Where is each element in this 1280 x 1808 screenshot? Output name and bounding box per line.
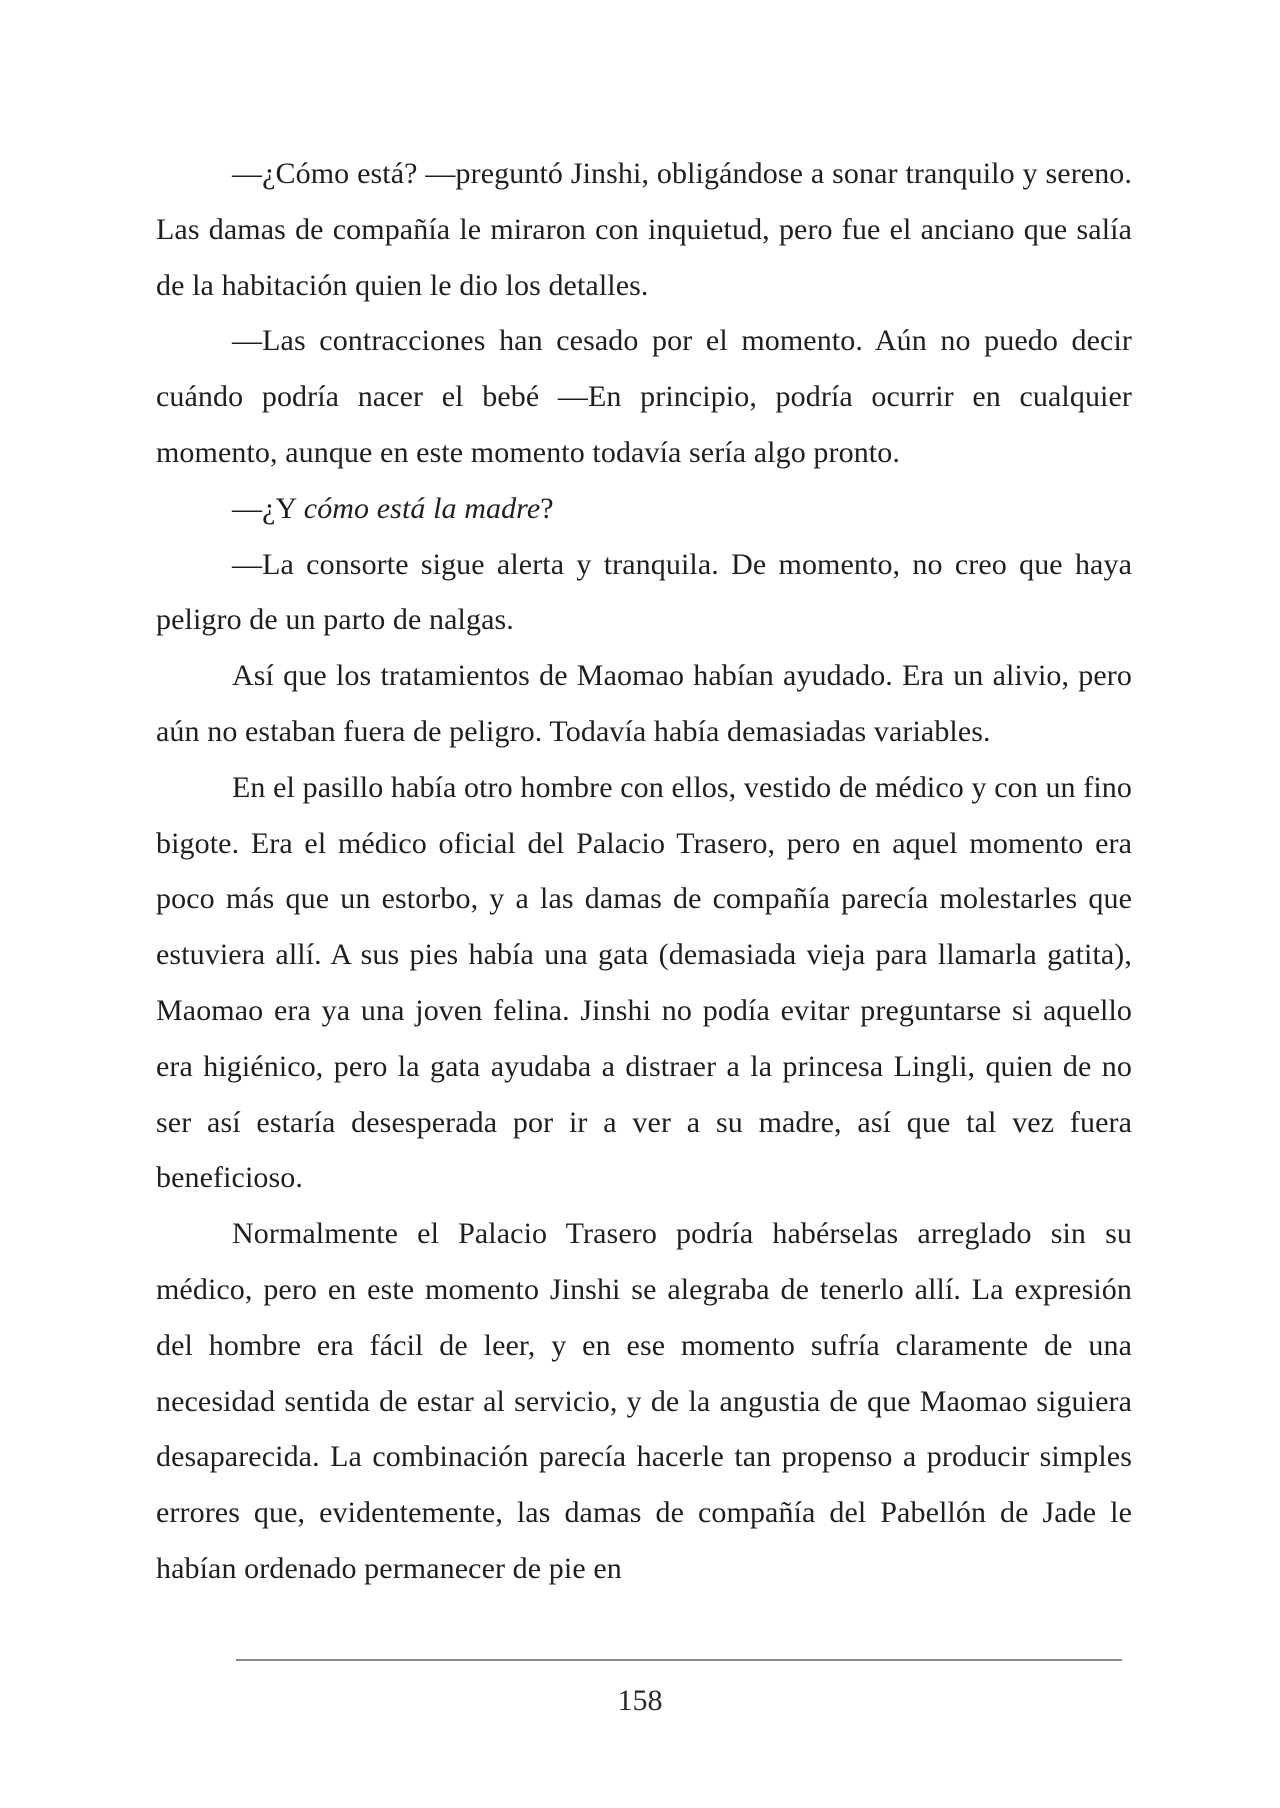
paragraph-5: Así que los tratamientos de Maomao habían ayudado. Era un alivio, pero aún no estaban fuera de peligro. Todavía había demasiadas variables. xyxy=(156,659,1132,748)
paragraph-3-prefix: —¿Y xyxy=(232,491,304,525)
paragraph-7: Normalmente el Palacio Trasero podría habérselas arreglado sin su médico, pero en este momento Jinshi se alegraba de tenerlo allí. La expresión del hombre era fácil de leer, y en ese momento sufría claramente de una necesidad sentida de estar al servicio, y de la angustia de que Maomao siguiera desaparecida. La combinación parecía hacerle tan propenso a producir simples errores que, evidentemente, las damas de compañía del Pabellón de Jade le habían ordenado permanecer de pie en xyxy=(156,1217,1132,1585)
paragraph-1: —¿Cómo está? —preguntó Jinshi, obligándose a sonar tranquilo y sereno. Las damas de compañía le miraron con inquietud, pero fue el anciano que salía de la habitación quien le dio los detalles. xyxy=(156,157,1132,302)
paragraph-4: —La consorte sigue alerta y tranquila. De momento, no creo que haya peligro de un parto de nalgas. xyxy=(156,547,1132,637)
paragraph-6: En el pasillo había otro hombre con ellos, vestido de médico y con un fino bigote. Era el médico oficial del Palacio Trasero, pero en aquel momento era poco más que un estorbo, y a las damas de compañía parecía molestarles que estuviera allí. A sus pies había una gata (demasiada vieja para llamarla gatita), Maomao era ya una joven felina. Jinshi no podía evitar preguntarse si aquello era higiénico, pero la gata ayudaba a distraer a la princesa Lingli, quien de no ser así estaría desesperada por ir a ver a su madre, así que tal vez fuera beneficioso. xyxy=(156,770,1132,1195)
paragraph-2: —Las contracciones han cesado por el momento. Aún no puedo decir cuándo podría nacer el bebé —En principio, podría ocurrir en cualquier momento, aunque en este momento todavía sería algo pronto. xyxy=(156,324,1132,469)
paragraph-3-suffix: ? xyxy=(540,491,554,525)
paragraph-3 xyxy=(156,481,1132,537)
footer-divider xyxy=(236,1659,1122,1661)
page-number: 158 xyxy=(617,1684,663,1717)
body-text xyxy=(156,146,1132,1597)
paragraph-3-italic: cómo está la madre xyxy=(303,491,541,525)
